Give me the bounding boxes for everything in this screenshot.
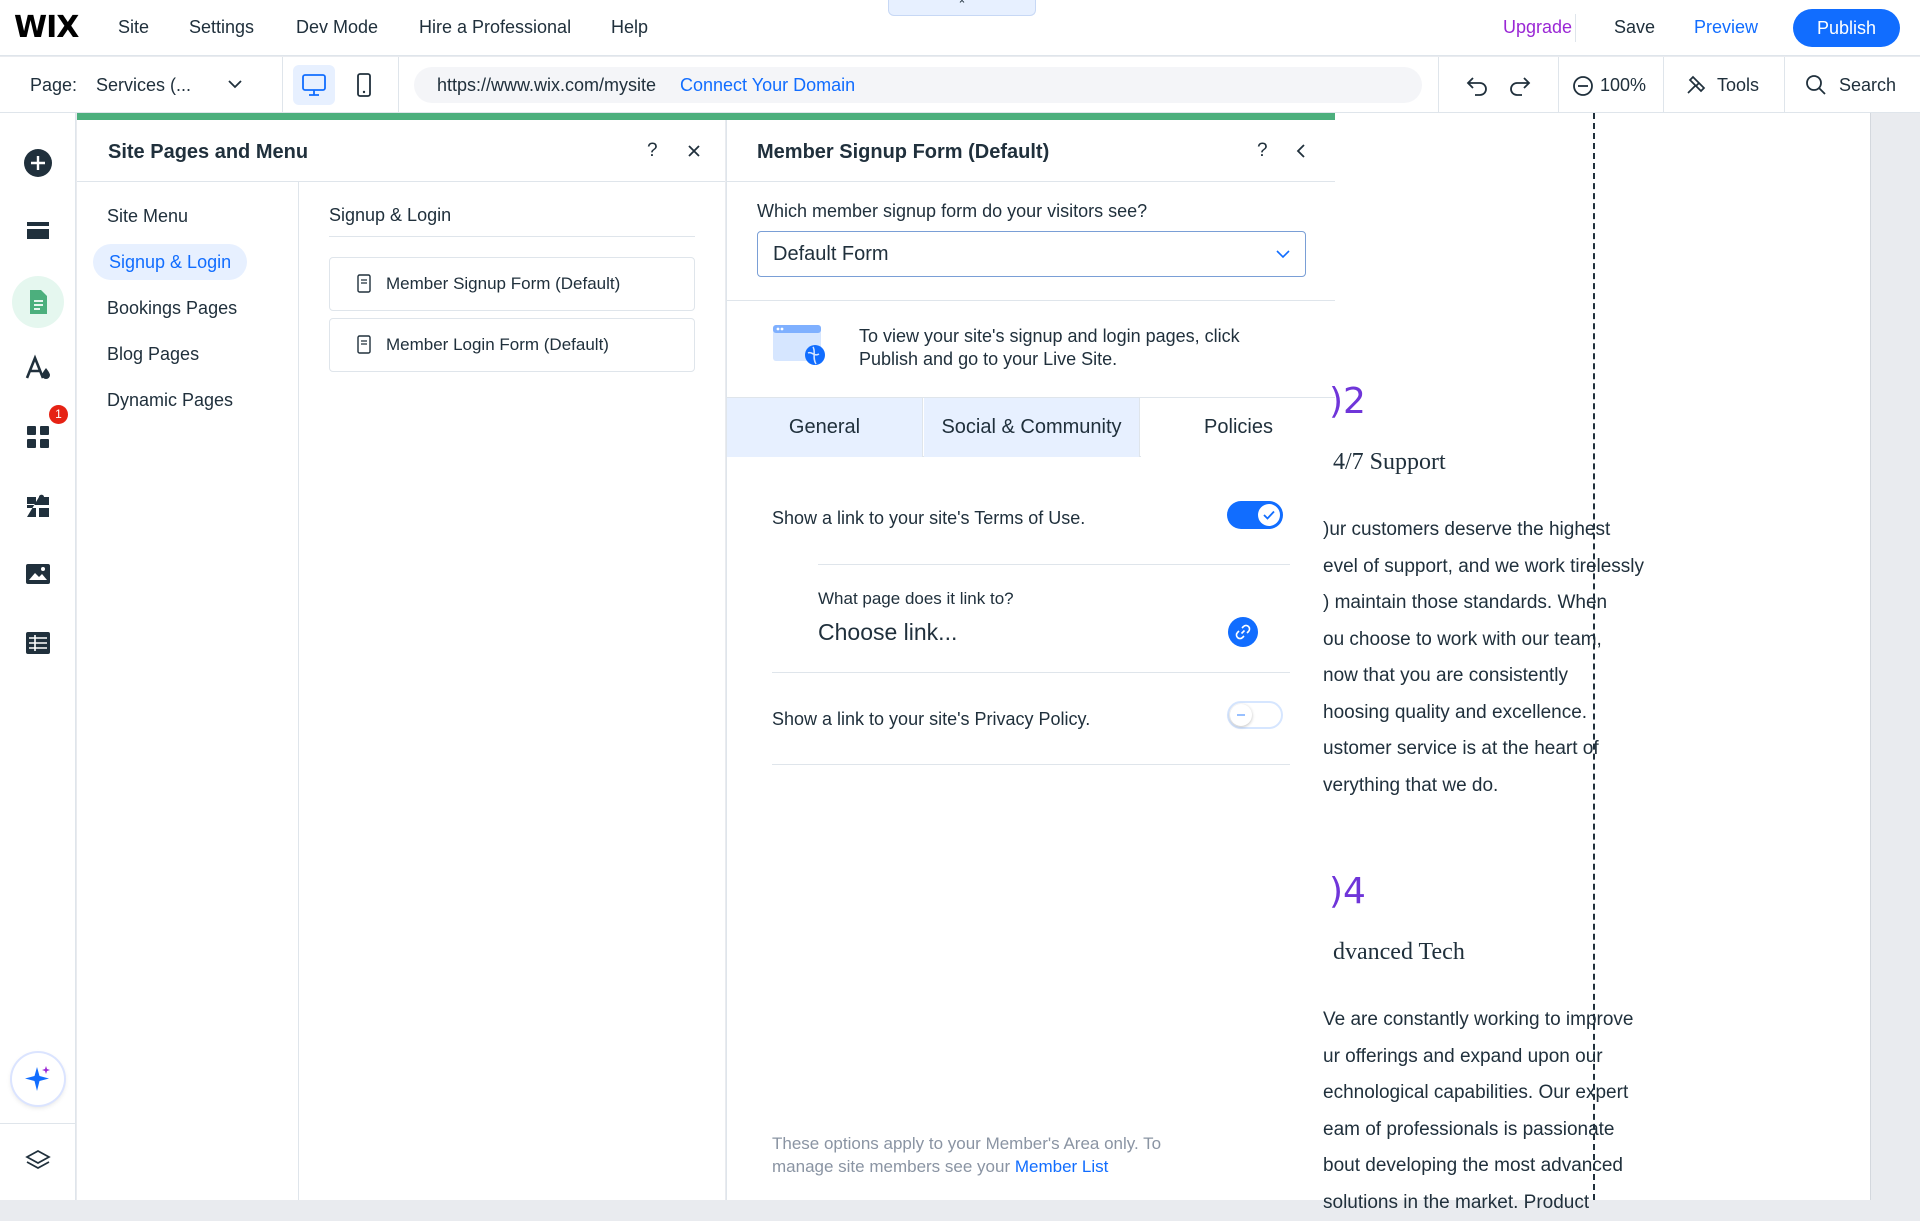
business-icon xyxy=(24,492,52,520)
site-pages-panel xyxy=(77,113,725,1200)
undo-icon[interactable] xyxy=(1465,73,1491,97)
desktop-icon xyxy=(293,65,335,105)
section-text: Ve are constantly working to improve ur offerings and expand upon our echnological capabilities. Our expert eam of professionals is passionate bout developing the most advanced solutions in the market. Product xyxy=(1323,1009,1634,1213)
privacy-policy-label: Show a link to your site's Privacy Policy. xyxy=(772,709,1091,729)
left-toolbar xyxy=(0,113,76,1200)
search-button[interactable]: Search xyxy=(1839,75,1897,95)
ai-assistant-button[interactable] xyxy=(12,1053,64,1105)
section-title: Signup & Login xyxy=(329,205,452,225)
tools-button[interactable]: Tools xyxy=(1717,75,1760,95)
top-bar xyxy=(0,0,1920,56)
menu-hire-a-professional[interactable]: Hire a Professional xyxy=(419,17,572,37)
panel-title: Site Pages and Menu xyxy=(108,141,309,163)
canvas-margin xyxy=(1870,113,1920,1200)
zoom-level[interactable]: 100% xyxy=(1600,75,1647,95)
tab-general[interactable]: General xyxy=(727,398,923,457)
page-label: Page: xyxy=(30,75,78,95)
signup-form-question: Which member signup form do your visitors see? xyxy=(757,201,1148,221)
member-signup-form-panel xyxy=(726,113,1335,1200)
mobile-view-button[interactable] xyxy=(343,65,385,105)
live-site-info-text: To view your site's signup and login pages, click Publish and go to your Live Site. xyxy=(859,326,1240,369)
close-icon[interactable] xyxy=(686,143,702,159)
preview-button[interactable]: Preview xyxy=(1694,17,1759,37)
editor-toolbar xyxy=(0,57,1920,113)
gridline-guide xyxy=(1593,113,1595,1200)
help-icon[interactable]: ? xyxy=(1257,140,1268,161)
zoom-out-icon[interactable] xyxy=(1572,75,1594,97)
menus-button[interactable] xyxy=(18,211,58,251)
chevron-down-icon xyxy=(1276,249,1290,259)
browser-globe-icon xyxy=(772,323,828,367)
form-item-label: Member Signup Form (Default) xyxy=(386,274,621,293)
menus-icon xyxy=(25,219,51,243)
page-icon xyxy=(356,274,372,294)
chevron-left-icon[interactable] xyxy=(1294,142,1308,160)
member-list-link[interactable]: Member List xyxy=(1014,1157,1109,1176)
help-icon[interactable]: ? xyxy=(647,140,658,161)
desktop-view-button[interactable] xyxy=(293,65,335,105)
mobile-icon xyxy=(343,65,385,105)
dropdown-value: Default Form xyxy=(773,243,889,265)
privacy-policy-toggle[interactable] xyxy=(1227,701,1283,729)
nav-signup-login[interactable]: Signup & Login xyxy=(93,244,247,280)
link-button[interactable] xyxy=(1228,617,1258,647)
add-elements-button[interactable] xyxy=(18,143,58,183)
menu-settings[interactable]: Settings xyxy=(189,17,255,37)
layers-button[interactable] xyxy=(18,1141,58,1181)
apps-icon xyxy=(24,423,52,451)
site-url: https://www.wix.com/mysite xyxy=(437,75,657,95)
signup-form-dropdown[interactable] xyxy=(757,231,1306,277)
member-area-footer-note: These options apply to your Member's Area only. To manage site members see your Member List xyxy=(772,1134,1162,1176)
design-button[interactable] xyxy=(18,348,58,388)
nav-site-menu[interactable]: Site Menu xyxy=(107,206,189,226)
add-icon xyxy=(23,148,53,178)
collapse-toolbar-handle[interactable] xyxy=(888,0,1036,16)
wix-logo[interactable]: WIX xyxy=(14,10,79,45)
check-icon xyxy=(1263,510,1275,520)
url-bar[interactable] xyxy=(414,67,1422,103)
nav-dynamic-pages[interactable]: Dynamic Pages xyxy=(107,390,234,410)
minus-icon xyxy=(1236,713,1246,717)
form-item-label: Member Login Form (Default) xyxy=(386,335,609,354)
upgrade-button[interactable]: Upgrade xyxy=(1503,17,1573,37)
connect-domain-link[interactable]: Connect Your Domain xyxy=(680,75,856,95)
site-canvas[interactable] xyxy=(1323,113,1870,1213)
redo-icon[interactable] xyxy=(1506,73,1532,97)
menu-site[interactable]: Site xyxy=(118,17,150,37)
chevron-up-icon: ⌃ xyxy=(957,0,967,11)
pages-icon xyxy=(25,288,51,316)
menu-dev-mode[interactable]: Dev Mode xyxy=(296,17,379,37)
settings-tabs xyxy=(727,397,1336,457)
choose-link-field[interactable]: Choose link... xyxy=(818,619,958,645)
link-page-question: What page does it link to? xyxy=(818,589,1014,608)
section-title: 4/7 Support xyxy=(1333,449,1446,475)
menu-help[interactable]: Help xyxy=(611,17,649,37)
nav-blog-pages[interactable]: Blog Pages xyxy=(107,344,200,364)
tab-policies[interactable]: Policies xyxy=(1141,398,1336,457)
section-number: )2 xyxy=(1329,381,1366,422)
nav-bookings-pages[interactable]: Bookings Pages xyxy=(107,298,238,318)
apps-notification-badge: 1 xyxy=(49,405,68,424)
member-signup-form-item[interactable] xyxy=(329,257,695,311)
page-icon xyxy=(356,335,372,355)
link-icon xyxy=(1235,624,1251,640)
tools-icon xyxy=(1684,73,1708,97)
media-button[interactable] xyxy=(18,554,58,594)
page-selector[interactable]: Services (... xyxy=(96,75,192,95)
tab-social-community[interactable]: Social & Community xyxy=(924,398,1140,457)
section-text: )ur customers deserve the highest evel of support, and we work tirelessly ) maintain those standards. When ou choose to work with our team, now that you are consistently hoosing quality and excellence. ustomer service is at the heart of verything that we do. xyxy=(1323,519,1645,796)
section-number: )4 xyxy=(1329,871,1366,912)
publish-button[interactable]: Publish xyxy=(1793,9,1900,47)
panel-title: Member Signup Form (Default) xyxy=(757,141,1050,163)
member-login-form-item[interactable] xyxy=(329,318,695,372)
business-button[interactable] xyxy=(18,486,58,526)
pages-button[interactable] xyxy=(12,276,64,328)
layers-icon xyxy=(25,1148,51,1174)
chevron-down-icon[interactable] xyxy=(228,79,242,89)
media-icon xyxy=(24,561,52,587)
section-title: dvanced Tech xyxy=(1333,939,1465,965)
design-icon xyxy=(24,354,52,382)
apps-button[interactable] xyxy=(18,417,58,457)
search-icon xyxy=(1804,73,1828,97)
cms-icon xyxy=(24,630,52,656)
ai-assistant-icon xyxy=(23,1064,53,1094)
panel-accent-bar xyxy=(77,113,1335,120)
save-button[interactable]: Save xyxy=(1614,17,1656,37)
cms-button[interactable] xyxy=(18,623,58,663)
terms-of-use-toggle[interactable] xyxy=(1227,501,1283,529)
terms-of-use-label: Show a link to your site's Terms of Use. xyxy=(772,508,1086,528)
